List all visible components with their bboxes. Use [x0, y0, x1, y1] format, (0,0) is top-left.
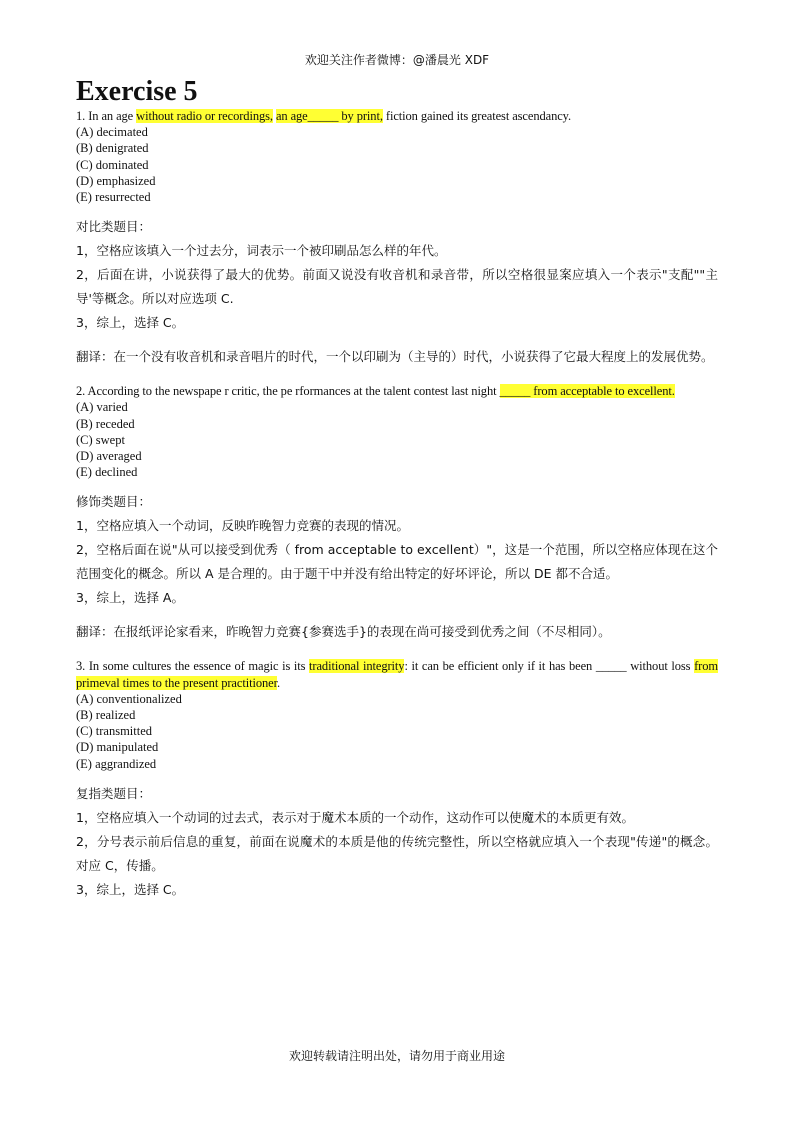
- option: (A) decimated: [76, 125, 148, 140]
- option: (C) swept: [76, 432, 125, 447]
- option: (D) manipulated: [76, 740, 159, 755]
- analysis-item: 2，空格后面在说"从可以接受到优秀（ from acceptable to excellent）"，这是一个范围，所以空格应体现在这个范围变化的概念。所以 A 是合理的。由于题干中并没有给出特定的好坏评论，所以 DE 都不合适。: [76, 542, 718, 582]
- option: (E) aggrandized: [76, 756, 157, 771]
- option: (C) transmitted: [76, 724, 153, 739]
- analysis-item: 1，空格应填入一个动词，反映昨晚智力竞赛的表现的情况。: [76, 518, 409, 534]
- analysis-heading: 修饰类题目：: [76, 494, 152, 510]
- question-3: [76, 658, 718, 690]
- page-header: 欢迎关注作者微博：@潘晨光 XDF: [304, 53, 490, 67]
- analysis-item: 1，空格应填入一个动词的过去式，表示对于魔术本质的一个动作，这动作可以使魔术的本质更有效。: [76, 809, 634, 825]
- document-body: [76, 76, 718, 902]
- analysis-heading: 对比类题目：: [76, 219, 152, 235]
- question-1-text: 1. In an age without radio or recordings, an age_____ by print, fiction gained its greatest ascendancy.: [76, 109, 572, 123]
- analysis-item: 1，空格应该填入一个过去分，词表示一个被印刷品怎么样的年代。: [76, 243, 447, 259]
- option: (E) resurrected: [76, 190, 151, 205]
- question-3-text: 3. In some cultures the essence of magic is its traditional integrity: it can be efficient only if it has been _____ without loss from primeval times to the present practitioner.: [76, 659, 718, 690]
- translation: 翻译：在一个没有收音机和录音唱片的时代，一个以印刷为（主导的）时代，小说获得了它最大程度上的发展优势。: [76, 349, 714, 365]
- highlight: without radio or recordings,: [136, 109, 273, 123]
- option: (B) realized: [76, 708, 136, 723]
- question-number: 3.: [76, 659, 86, 674]
- analysis-item: 2，分号表示前后信息的重复，前面在说魔术的本质是他的传统完整性，所以空格就应填入一个表现"传递"的概念。对应 C，传播。: [76, 833, 718, 873]
- option: (E) declined: [76, 465, 138, 480]
- option: (A) conventionalized: [76, 691, 182, 706]
- page-title: Exercise 5: [76, 76, 198, 107]
- analysis-item: 3，综上，选择 A。: [76, 590, 184, 606]
- translation: 翻译：在报纸评论家看来，昨晚智力竞赛{参赛选手}的表现在尚可接受到优秀之间（不尽相同）。: [76, 624, 611, 640]
- highlight: an age_____ by print,: [275, 109, 383, 123]
- analysis-item: 3，综上，选择 C。: [76, 881, 185, 897]
- analysis-item: 2，后面在讲，小说获得了最大的优势。前面又说没有收音机和录音带，所以空格很显案应填入一个表示"支配""主导'等概念。所以对应选项 C.: [76, 267, 718, 307]
- option: (A) varied: [76, 400, 128, 415]
- highlight: _____ from acceptable to excellent.: [499, 384, 675, 399]
- option: (C) dominated: [76, 157, 149, 172]
- option: (B) denigrated: [76, 141, 149, 156]
- highlight: traditional integrity: [309, 659, 405, 674]
- highlight: from primeval times to the present practitioner: [76, 659, 718, 690]
- question-2-text: 2. According to the newspape r critic, the pe rformances at the talent contest last night _____ from acceptable to excellent.: [76, 384, 675, 399]
- page-footer: 欢迎转载请注明出处，请勿用于商业用途: [288, 1049, 505, 1063]
- analysis-heading: 复指类题目：: [76, 785, 152, 801]
- question-2: [76, 383, 718, 399]
- question-1: [76, 108, 718, 124]
- option: (D) averaged: [76, 449, 142, 464]
- question-number: 2.: [76, 384, 86, 399]
- analysis-item: 3，综上，选择 C。: [76, 315, 185, 331]
- question-number: 1.: [76, 109, 86, 123]
- option: (D) emphasized: [76, 173, 156, 188]
- option: (B) receded: [76, 416, 135, 431]
